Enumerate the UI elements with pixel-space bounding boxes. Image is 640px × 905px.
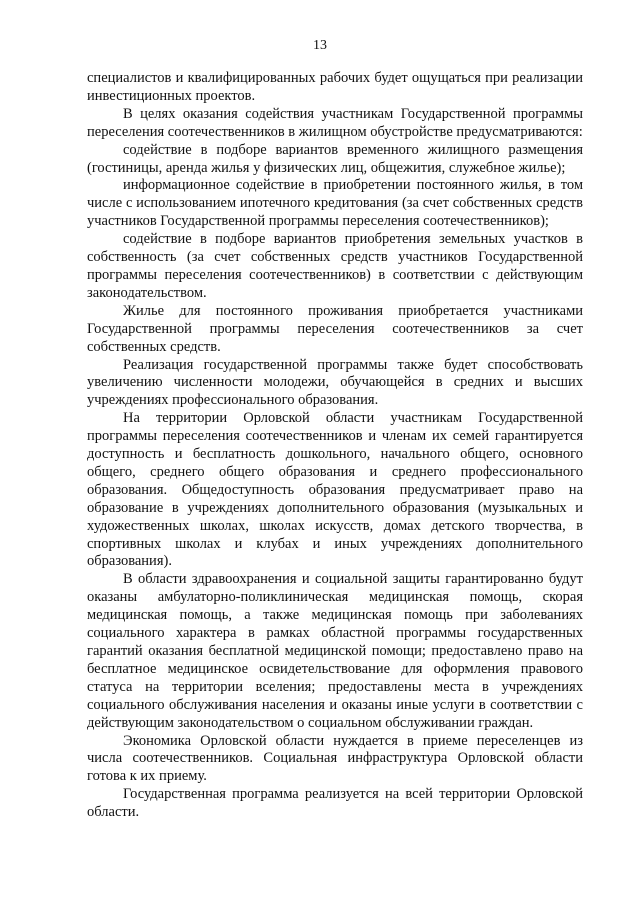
paragraph: специалистов и квалифицированных рабочих будет ощущаться при реализации инвестиционных проектов. [87,70,583,104]
paragraph: информационное содействие в приобретении постоянного жилья, в том числе с использованием ипотечного кредитования (за счет собственных средств участников Государственной программы переселения соотечественников); [87,177,583,230]
document-body [87,70,583,822]
paragraph: Реализация государственной программы также будет способствовать увеличению численности молодежи, обучающейся в средних и высших учреждениях профессионального образования. [87,356,583,409]
paragraph: В области здравоохранения и социальной защиты гарантированно будут оказаны амбулаторно-поликлиническая медицинская помощь, скорая медицинская помощь, а также медицинская помощь при заболеваниях социального характера в рамках областной программы государственных гарантий оказания бесплатной медицинской помощи; предоставлено право на бесплатное медицинское освидетельствование для оформления правового статуса на территории вселения; предоставлены места в учреждениях социального обслуживания населения и оказаны иные услуги в соответствии с действующим законодательством о социальном обслуживании граждан. [87,571,583,731]
paragraph: В целях оказания содействия участникам Государственной программы переселения соотечественников в жилищном обустройстве предусматриваются: [87,105,583,140]
paragraph: На территории Орловской области участникам Государственной программы переселения соотечественников и членам их семей гарантируется доступность и бесплатность дошкольного, начального общего, основного общего, среднего общего образования и среднего профессионального образования. Общедоступность образования предусматривает право на образование в учреждениях дополнительного образования (музыкальных и художественных школах, школах искусств, домах детского творчества, в спортивных школах и клубах и иных учреждениях дополнительного образования). [87,410,583,570]
paragraph: Государственная программа реализуется на всей территории Орловской области. [87,786,583,821]
page-number: 13 [313,38,327,53]
paragraph: содействие в подборе вариантов временного жилищного размещения (гостиницы, аренда жилья у физических лиц, общежития, служебное жилье); [87,141,583,176]
paragraph: содействие в подборе вариантов приобретения земельных участков в собственность (за счет собственных средств участников Государственной программы переселения соотечественников) в соответствии с действующим законодательством. [87,231,583,301]
paragraph: Жилье для постоянного проживания приобретается участниками Государственной программы переселения соотечественников за счет собственных средств. [87,302,583,355]
paragraph: Экономика Орловской области нуждается в приеме переселенцев из числа соотечественников. Социальная инфраструктура Орловской области готова к их приему. [87,732,583,785]
